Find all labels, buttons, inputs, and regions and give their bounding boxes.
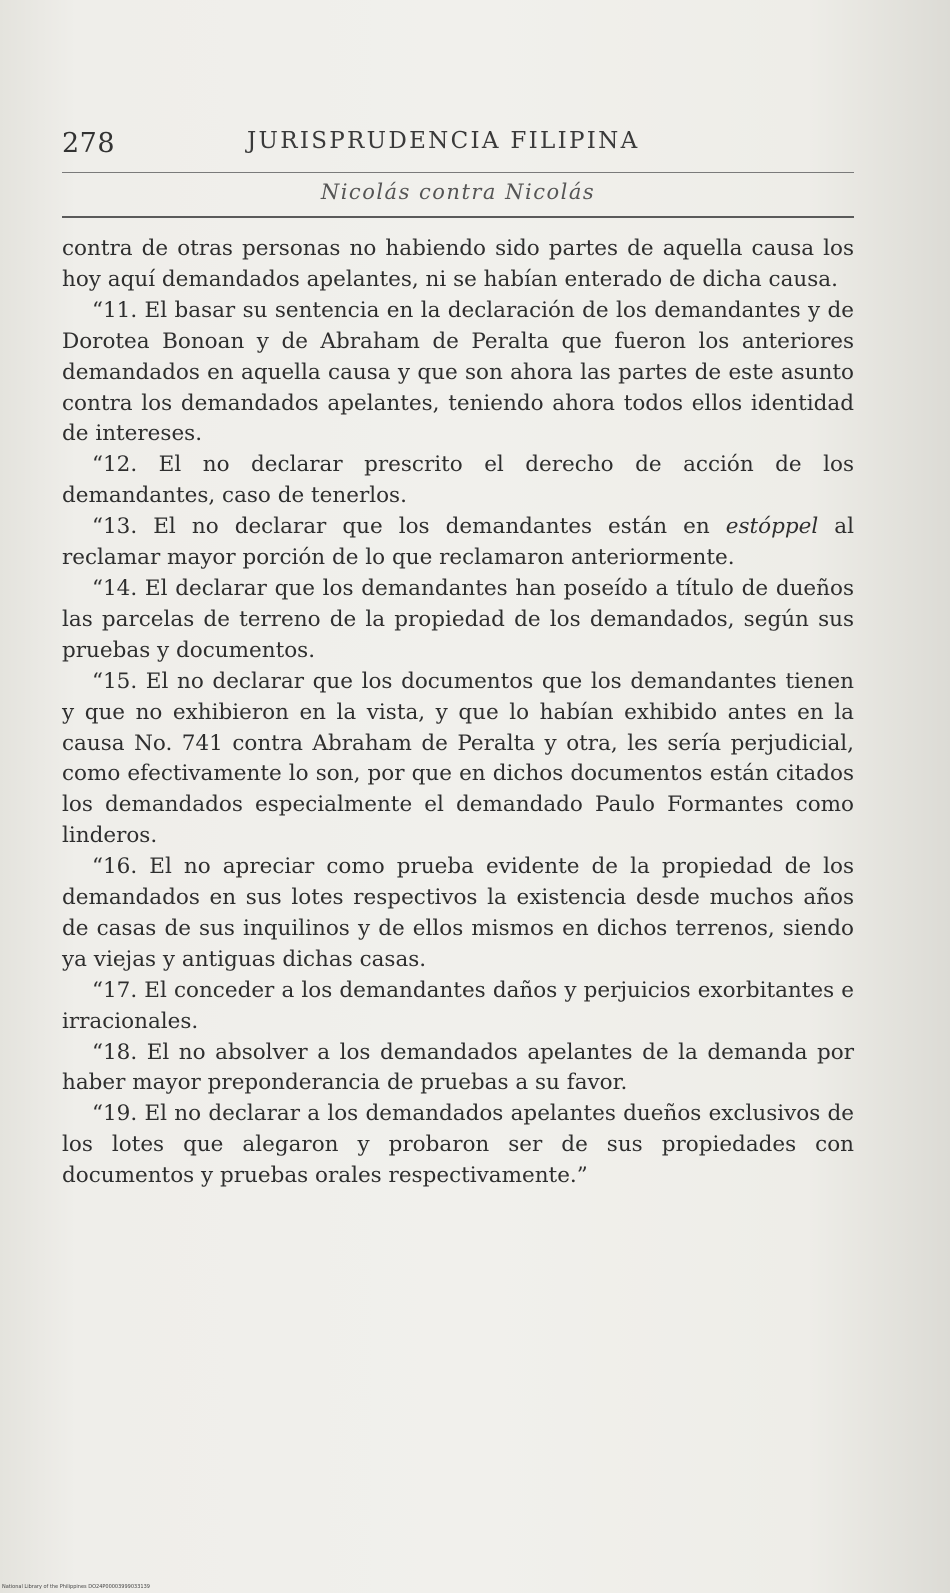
paragraph-13-after: al reclamar mayor porción de lo que reclamaron anteriormente. [62, 514, 854, 571]
body-text [62, 234, 854, 1192]
paragraph-19: “19. El no declarar a los demandados apelantes dueños exclusivos de los lotes que alegaron y probaron ser de sus propiedades con documentos y pruebas orales respectivamente.” [62, 1101, 854, 1189]
paragraph-14: “14. El declarar que los demandantes han poseído a título de dueños las parcelas de terreno de la propiedad de los demandados, según sus pruebas y documentos. [62, 575, 854, 663]
header-rule-top [62, 172, 854, 173]
page-header [62, 128, 854, 168]
header-rule-bottom [62, 216, 854, 218]
paragraph-16: “16. El no apreciar como prueba evidente de la propiedad de los demandados en sus lotes respectivos la existencia desde muchos años de casas de sus inquilinos y de ellos mismos en dichos terrenos, siendo ya viejas y antiguas dichas casas. [62, 854, 854, 972]
paragraph-13 [62, 512, 854, 574]
paragraph-12: “12. El no declarar prescrito el derecho de acción de los demandantes, caso de tenerlos. [62, 452, 854, 509]
paragraph-13-italic-term: estóppel [725, 514, 819, 540]
footer-credit: National Library of the Philippines DO24P00003999033139 [2, 1584, 150, 1590]
paragraph-continuation: contra de otras personas no habiendo sido partes de aquella causa los hoy aquí demandados apelantes, ni se habían enterado de dicha causa. [62, 236, 854, 292]
page-number: 278 [62, 128, 116, 159]
paragraph-15: “15. El no declarar que los documentos que los demandantes tienen y que no exhibieron en la vista, y que lo habían exhibido antes en la causa No. 741 contra Abraham de Peralta y otra, les sería perjudicial, como efectivamente lo son, por que en dichos documentos están citados los demandados especialmente el demandado Paulo Formantes como linderos. [62, 668, 854, 849]
paragraph-18: “18. El no absolver a los demandados apelantes de la demanda por haber mayor preponderancia de pruebas a su favor. [62, 1039, 854, 1096]
running-title: JURISPRUDENCIA FILIPINA [247, 128, 640, 154]
paragraph-11: “11. El basar su sentencia en la declaración de los demandantes y de Dorotea Bonoan y de Abraham de Peralta que fueron los anteriores demandados en aquella causa y que son ahora las partes de este asunto contra los demandados apelantes, teniendo ahora todos ellos identidad de intereses. [62, 297, 854, 447]
paragraph-13-before: “13. El no declarar que los demandantes están en [92, 514, 726, 540]
paragraph-17: “17. El conceder a los demandantes daños y perjuicios exorbitantes e irracionales. [62, 977, 854, 1034]
case-title: Nicolás contra Nicolás [320, 180, 596, 204]
